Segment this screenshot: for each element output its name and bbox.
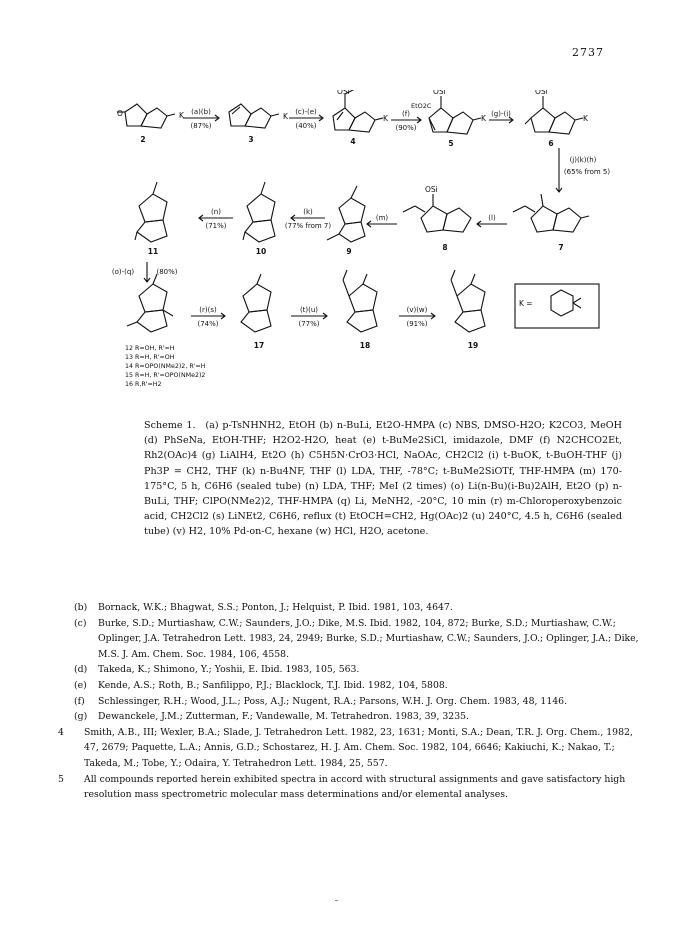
k-3: K [283,112,288,121]
compound-label-13: 13 R=H, R'=OH [125,354,175,361]
reference-mark: (f) [74,695,85,707]
reference-text: Takeda, K.; Shimono, Y.; Yoshii, E. Ibid. 1983, 105, 563. [98,664,360,676]
arrow-label-a1: (a)(b) [191,108,211,116]
arrow-label-a11: (r)(s) [199,306,217,314]
arrow-label-a13: (v)(w) [406,306,428,314]
arrow-label-a10: (o)-(q) [111,268,135,276]
arrow-label-a5: (j)(k)(h) [569,156,597,164]
reference-mark: (e) [74,679,87,691]
reference-mark: 5 [58,773,64,785]
reference-g [58,709,643,725]
structure-11 [135,182,167,242]
k-6: K [583,114,588,123]
reference-e [58,678,643,694]
k-5: K [481,114,486,123]
caption-body: (a) p-TsNHNH2, EtOH (b) n-BuLi, Et2O-HMPA (c) NBS, DMSO-H2O; K2CO3, MeOH (d) PhSeNa, EtOH-THF; H2O2-H2O, heat (e) t-BuMe2SiCl, imidazole, DMF (f) N2CHCO2Et, Rh2(OAc)4 (g) LiAlH4, Et2O (h) C5H5N·CrO3·HCl, NaOAc, CH2Cl2 (i) t-BuOK, t-BuOH-THF (j) Ph3P = CH2, THF (k) n-Bu4NF, THF (l) LDA, THF, -78°C; t-BuMe2SiOTf, THF-HMPA (m) 170-175°C, 5 h, C6H6 (sealed tube) (n) LDA, THF; MeI (2 times) (o) Li(n-Bu)(i-Bu)2AlH, Et2O (p) n-BuLi, THF; ClPO(NMe2)2, THF-HMPA (q) Li, MeNH2, -20°C, 10 min (r) m-Chloroperoxybenzoic acid, CH2Cl2 (s) LiNEt2, C6H6, reflux (t) EtOCH=CH2, Hg(OAc)2 (u) 240°C, 4.5 h, C6H6 (sealed tube) (v) H2, 10% Pd-on-C, hexane (w) HCl, H2O, acetone. [144,420,622,538]
etooc-text: EtO2C [411,102,432,110]
compound-label-2: 2 [140,135,146,144]
structure-6 [525,96,583,134]
reference-mark: 4 [58,726,64,738]
arrow-yield-a12: (77%) [298,320,320,328]
arrow-yield-a8: (77% from 7) [284,222,332,230]
reference-f [58,694,643,710]
arrow-label-a3: (f) [402,110,410,118]
reference-text: Bornack, W.K.; Bhagwat, S.S.; Ponton, J.; Helquist, P. Ibid. 1981, 103, 4647. [98,602,453,613]
reaction-scheme [95,90,615,415]
reference-b [58,600,643,616]
arrow-yield-a11: (74%) [197,320,219,328]
caption-title: Scheme 1. [144,420,196,431]
arrow-yield-a2: (40%) [295,122,317,130]
compound-label-3: 3 [248,135,254,144]
label-o: O [117,109,123,118]
arrow-label-a2: (c)-(e) [295,108,317,116]
compound-label-5: 5 [448,139,454,148]
arrow-label-a12: (t)(u) [299,306,319,314]
reference-text: Dewanckele, J.M.; Zutterman, F.; Vandewalle, M. Tetrahedron. 1983, 39, 3235. [98,711,470,723]
references [58,600,643,803]
osi-5: OSi [433,90,446,96]
osi-8: OSi [425,185,438,194]
osi-4: OSi [337,90,350,96]
osi-6: OSi [535,90,548,96]
structure-8 [403,194,471,232]
arrow-label-a9: (n) [211,208,221,216]
reference-5 [58,772,643,803]
reference-mark: (g) [74,711,88,723]
reference-text: Burke, S.D.; Murtiashaw, C.W.; Saunders, J.O.; Dike, M.S. Ibid. 1982, 104, 872; Burke, S.D.; Murtiashaw, C.W.; Oplinger, J.A. Tetrahedron Lett. 1983, 24, 2949; Burke, S.D.; Murtiashaw, C.W.; Saunders, J.O.; Oplinger, J.A.; Dike, M.S. J. Am. Chem. Soc. 1984, 106, 4558. [98,617,639,660]
page-number: 2737 [572,46,604,59]
reference-mark: (c) [74,617,87,629]
reference-mark: (b) [74,602,88,613]
k-def-text: K = [519,299,533,308]
k-2: K [179,111,184,120]
structure-4 [333,90,383,132]
reference-d [58,662,643,678]
arrow-yield-a13: (91%) [406,320,428,328]
structure-2 [117,104,175,128]
arrow-yield-a3: (90%) [395,124,417,132]
k-4: K [383,114,388,123]
structure-7 [513,194,589,232]
scheme-caption [144,418,622,540]
reference-mark: (d) [74,664,88,676]
compound-label-9: 9 [346,247,352,256]
compound-label-19: 19 [467,341,479,350]
reference-4 [58,725,643,772]
compound-label-10: 10 [255,247,267,256]
compound-label-8: 8 [442,243,448,252]
compound-label-12: 12 R=OH, R'=H [125,345,175,352]
arrow-yield-a9: (71%) [205,222,227,230]
structure-17 [241,274,271,332]
arrow-label-a8: (k) [303,208,313,216]
structure-3 [229,104,279,128]
reference-text: Smith, A.B., III; Wexler, B.A.; Slade, J. Tetrahedron Lett. 1982, 23, 1631; Monti, S.A.; Dean, T.R. J. Org. Chem., 1982, 47, 2679; Paquette, L.A.; Annis, G.D.; Schostarez, H. J. Am. Chem. Soc. 1982, 104, 6646; Kakiuchi, K.; Nakao, T.; Takeda, M.; Tobe, Y.; Odaira, Y. Tetrahedron Lett. 1984, 25, 557. [84,726,633,769]
arrow-yield-a10: (80%) [156,268,178,276]
structure-19 [451,270,485,332]
reference-c [58,616,643,663]
arrow-label-a7: (m) [375,214,389,222]
arrow-label-a4: (g)-(i) [491,110,511,118]
reference-text: All compounds reported herein exhibited spectra in accord with structural assignments and gave satisfactory high resolution mass spectrometric molecular mass determinations and/or elemental analyses. [84,773,626,801]
compound-label-6: 6 [548,139,554,148]
arrow-yield-a5: (65% from 5) [563,168,611,176]
structure-5 [429,96,481,134]
compound-label-16: 16 R,R'=H2 [125,381,162,388]
compound-label-18: 18 [359,341,371,350]
structure-18 [343,270,377,332]
reference-text: Schlessinger, R.H.; Wood, J.L.; Poss, A.J.; Nugent, R.A.; Parsons, W.H. J. Org. Chem. 1983, 48, 1146. [98,695,568,707]
compound-label-15: 15 R=H, R'=OPO(NMe2)2 [125,372,206,379]
page-mark [335,900,338,901]
compound-label-11: 11 [147,247,159,256]
structure-12-16 [127,274,173,332]
structure-9 [327,186,365,242]
compound-label-14: 14 R=OPO(NMe2)2, R'=H [125,363,206,370]
arrow-yield-a1: (87%) [190,122,212,130]
compound-label-7: 7 [558,243,564,252]
reference-text: Kende, A.S.; Roth, B.; Sanfilippo, P.J.; Blacklock, T.J. Ibid. 1982, 104, 5808. [98,679,448,691]
structure-10 [243,182,275,242]
compound-label-4: 4 [350,137,356,146]
arrow-label-a6: (l) [488,214,496,222]
compound-label-17: 17 [253,341,265,350]
